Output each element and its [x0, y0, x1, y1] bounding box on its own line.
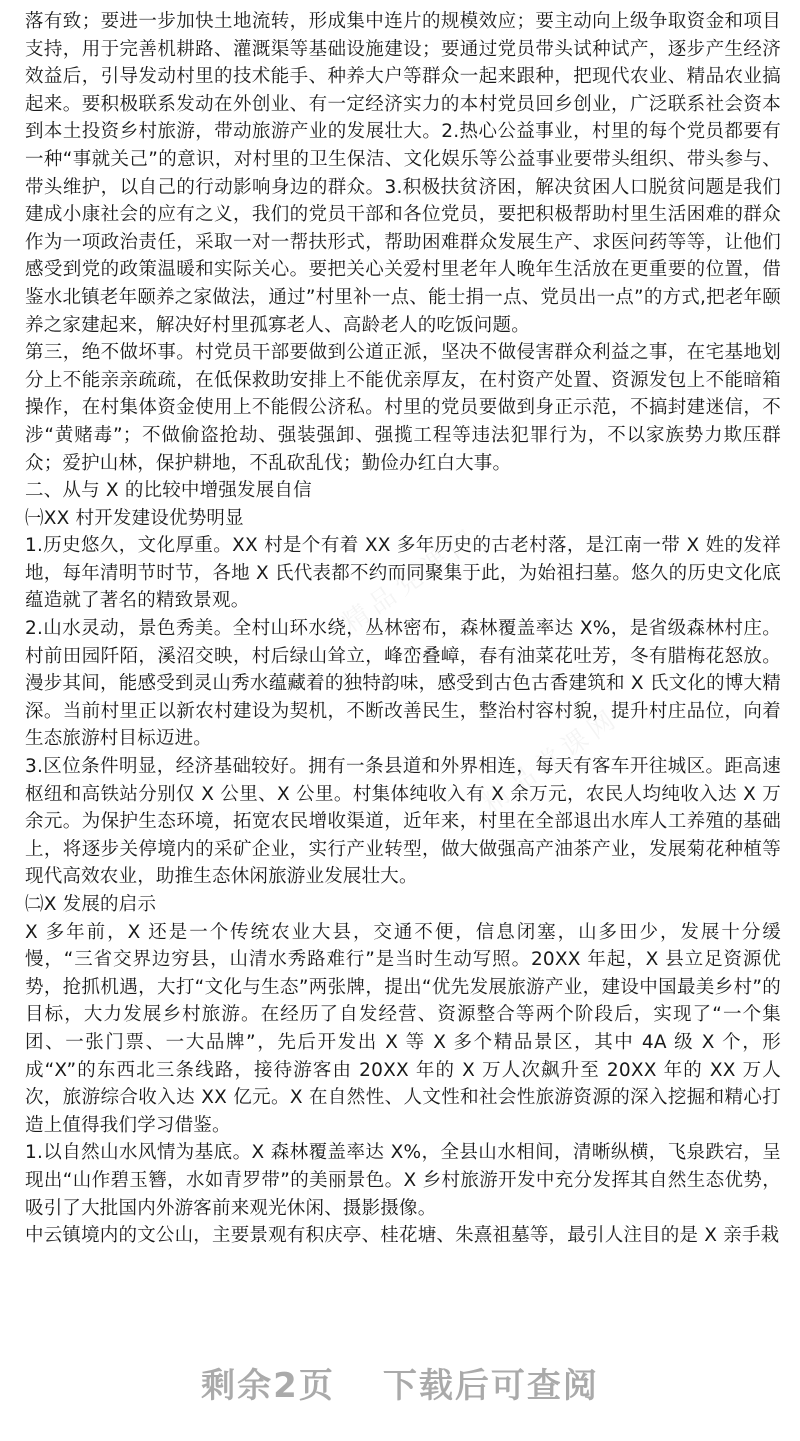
download-footer	[0, 1340, 800, 1441]
paragraph: 第三，绝不做坏事。村党员干部要做到公道正派，坚决不做侵害群众利益之事，在宅基地划分上不能亲亲疏疏，在低保救助安排上不能优亲厚友，在村资产处置、资源发包上不能暗箱操作，在村集体资金使用上不能假公济私。村里的党员要做到身正示范，不搞封建迷信，不涉“黄赌毒”；不做偷盗抢劫、强装强卸、强揽工程等违法犯罪行为，不以家族势力欺压群众；爱护山林，保护耕地，不乱砍乱伐；勤俭办红白大事。	[25, 342, 781, 474]
download-prompt[interactable]	[0, 1358, 800, 1407]
paragraph: 3.区位条件明显，经济基础较好。拥有一条县道和外界相连，每天有客车开往城区。距高速枢纽和高铁站分别仅 X 公里、X 公里。村集体纯收入有 X 余万元，农民人均纯收入达 X 万余元。为保护生态环境，拓宽农民增收渠道，近年来，村里在全部退出水库人工养殖的基础上，将逐步关停境内的采矿企业，实行产业转型，做大做强高产油茶产业，发展菊花种植等现代高效农业，助推生态休闲旅游业发展壮大。	[25, 756, 781, 888]
document-body	[25, 8, 781, 1250]
paragraph: X 多年前，X 还是一个传统农业大县，交通不便，信息闭塞，山多田少，发展十分缓慢，“三省交界边穷县，山清水秀路难行”是当时生动写照。20XX 年起，X 县立足资源优势，抢抓机遇，大打“文化与生态”两张牌，提出“优先发展旅游产业，建设中国最美乡村”的目标，大力发展乡村旅游。在经历了自发经营、资源整合等两个阶段后，实现了“一个集团、一张门票、一大品牌”，先后开发出 X 等 X 多个精品景区，其中 4A 级 X 个，形成“X”的东西北三条线路，接待游客由 20XX 年的 X 万人次飙升至 20XX 年的 XX 万人次，旅游综合收入达 XX 亿元。X 在自然性、人文性和社会性旅游资源的深入挖掘和精心打造上值得我们学习借鉴。	[25, 921, 781, 1136]
paragraph: 1.历史悠久，文化厚重。XX 村是个有着 XX 多年历史的古老村落，是江南一带 X 姓的发祥地，每年清明节时节，各地 X 氏代表都不约而同聚集于此，为始祖扫墓。悠久的历史文化底蕴造就了著名的精致景观。	[25, 535, 781, 612]
paragraph: 落有致；要进一步加快土地流转，形成集中连片的规模效应；要主动向上级争取资金和项目支持，用于完善机耕路、灌溉渠等基础设施建设；要通过党员带头试种试产，逐步产生经济效益后，引导发动村里的技术能手、种养大户等群众一起来跟种，把现代农业、精品农业搞起来。要积极联系发动在外创业、有一定经济实力的本村党员回乡创业，广泛联系社会资本到本土投资乡村旅游，带动旅游产业的发展壮大。2.热心公益事业，村里的每个党员都要有一种“事就关己”的意识，对村里的卫生保洁、文化娱乐等公益事业要带头组织、带头参与、带头维护，以自己的行动影响身边的群众。3.积极扶贫济困，解决贫困人口脱贫问题是我们建成小康社会的应有之义，我们的党员干部和各位党员，要把积极帮助村里生活困难的群众作为一项政治责任，采取一对一帮扶形式，帮助困难群众发展生产、求医问药等等，让他们感受到党的政策温暖和实际关心。要把关心关爱村里老年人晚年生活放在更重要的位置，借鉴水北镇老年颐养之家做法，通过”村里补一点、能士捐一点、党员出一点”的方式,把老年颐养之家建起来，解决好村里孤寡老人、高龄老人的吃饭问题。	[25, 11, 781, 336]
download-to-view-label: 下载后可查阅	[382, 1366, 599, 1406]
subsection-heading: ㈠XX 村开发建设优势明显	[25, 507, 244, 529]
subsection-heading: ㈡X 发展的启示	[25, 894, 157, 915]
remaining-pages-label: 剩余2页	[201, 1366, 335, 1406]
paragraph: 1.以自然山水风情为基底。X 森林覆盖率达 X%，全县山水相间，清晰纵横，飞泉跌宕，呈现出“山作碧玉簪，水如青罗带”的美丽景色。X 乡村旅游开发中充分发挥其自然生态优势，吸引了大批国内外游客前来观光休闲、摄影摄像。	[25, 1142, 781, 1219]
paragraph: 中云镇境内的文公山，主要景观有积庆亭、桂花塘、朱熹祖墓等，最引人注目的是 X 亲手栽	[25, 1225, 780, 1247]
section-heading: 二、从与 X 的比较中增强发展自信	[25, 480, 312, 502]
paragraph: 2.山水灵动，景色秀美。全村山环水绕，丛林密布，森林覆盖率达 X%，是省级森林村庄。村前田园阡陌，溪沼交映，村后绿山耸立，峰峦叠嶂，春有油菜花吐芳，冬有腊梅花怒放。漫步其间，能感受到灵山秀水蕴藏着的独特韵味，感受到古色古香建筑和 X 氏文化的博大精深。当前村里正以新农村建设为契机，不断改善民生，整治村容村貌，提升村庄品位，向着生态旅游村目标迈进。	[25, 618, 781, 750]
